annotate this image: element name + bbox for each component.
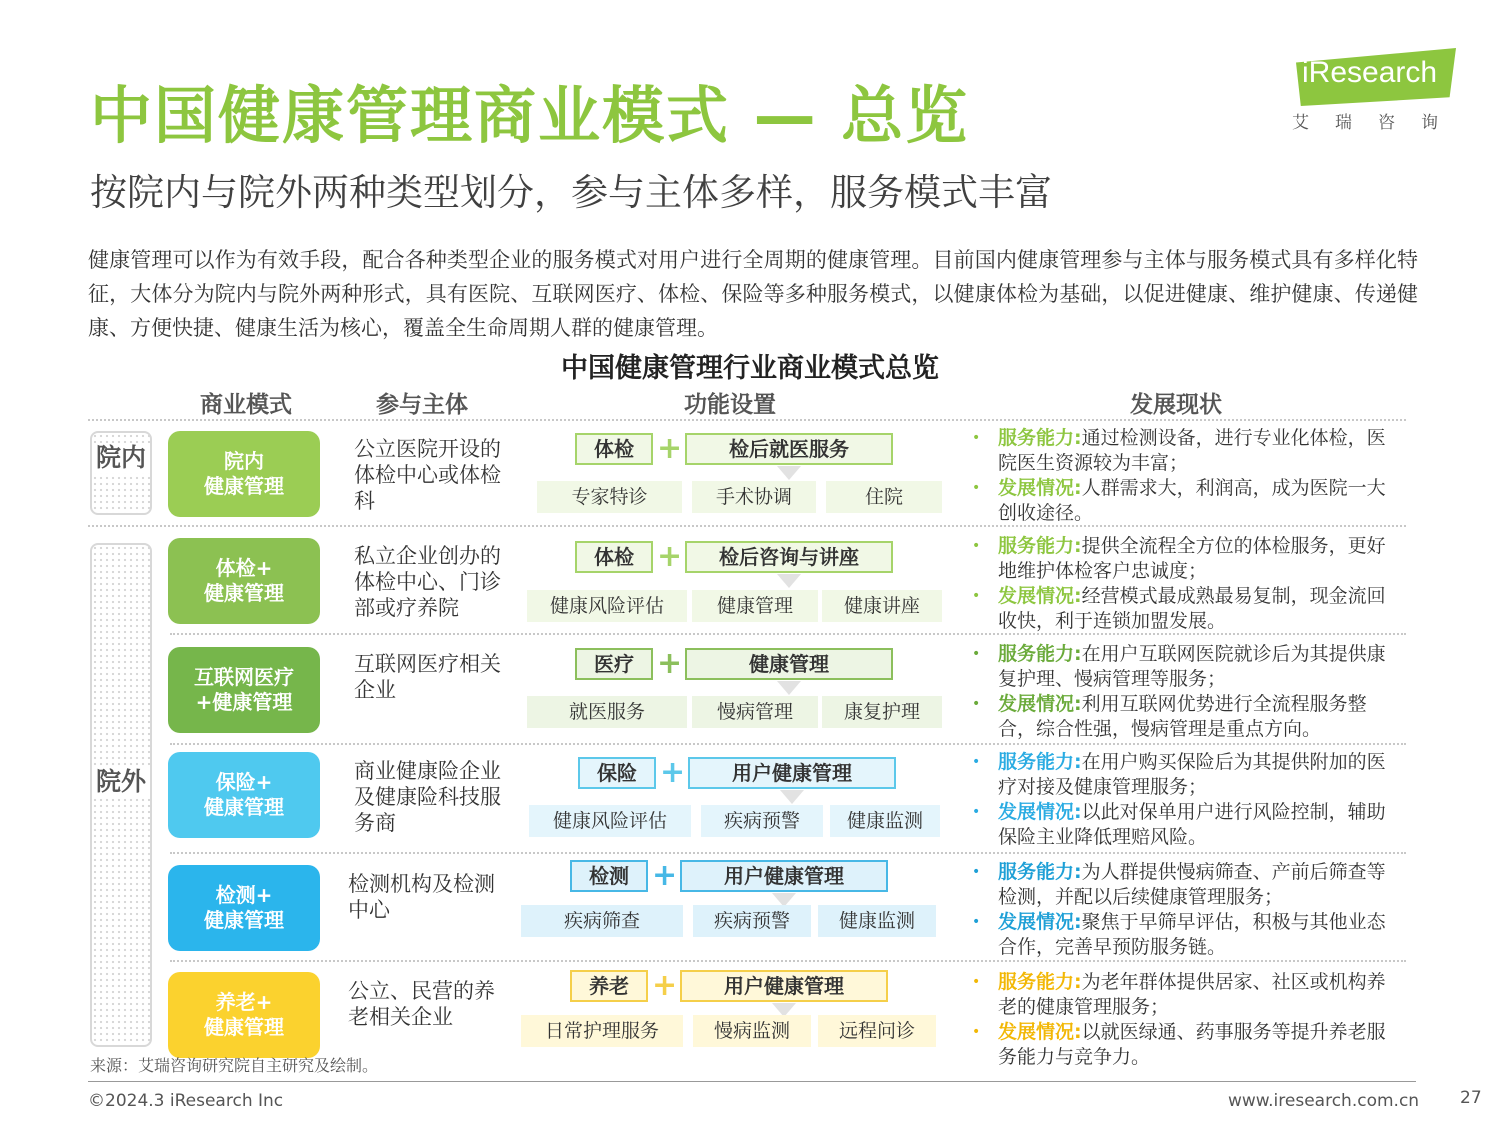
divider-row-5 <box>170 960 1406 962</box>
plus-icon: + <box>652 858 678 893</box>
divider-row-4 <box>170 852 1406 854</box>
column-header-participant: 参与主体 <box>376 392 468 418</box>
status-capability <box>970 970 1398 1020</box>
source-note: 来源：艾瑞咨询研究院自主研究及绘制。 <box>90 1056 379 1075</box>
function-core-box: 体检 <box>575 541 653 573</box>
participant-text: 公立、民营的养老相关企业 <box>348 979 495 1029</box>
bullet-icon: • <box>972 914 981 930</box>
service-box: 手术协调 <box>692 481 816 513</box>
service-box: 疾病预警 <box>701 805 823 837</box>
service-box: 健康监测 <box>830 805 940 837</box>
status-development-text: 人群需求大，利润高，成为医院一大创收途径。 <box>998 477 1386 524</box>
iresearch-logo <box>1288 48 1464 138</box>
logo-subtext: 艾瑞咨询 <box>1292 113 1464 133</box>
status-development-key: 发展情况: <box>998 911 1082 933</box>
status-capability-text: 提供全流程全方位的体检服务，更好地维护体检客户忠诚度； <box>998 535 1386 582</box>
page-number: 27 <box>1460 1088 1482 1108</box>
bullet-icon: • <box>972 754 981 770</box>
status-development <box>970 476 1398 526</box>
status-capability <box>970 642 1398 692</box>
function-post-box: 用户健康管理 <box>680 970 888 1002</box>
status-development-text: 以就医绿通、药事服务等提升养老服务能力与竞争力。 <box>998 1021 1386 1068</box>
bullet-icon: • <box>972 480 981 496</box>
status-capability-key: 服务能力: <box>998 861 1082 883</box>
column-header-status: 发展现状 <box>1130 392 1222 418</box>
status-development <box>970 1020 1398 1070</box>
column-header-mode: 商业模式 <box>200 392 292 418</box>
page-title: 中国健康管理商业模式 — 总览 <box>90 79 970 152</box>
service-box: 康复护理 <box>822 696 942 728</box>
function-post-box: 检后就医服务 <box>685 433 893 465</box>
status-block <box>970 970 1398 1070</box>
status-capability <box>970 750 1398 800</box>
bullet-icon: • <box>972 696 981 712</box>
mode-label-line: 检测+ <box>215 883 273 907</box>
status-capability-text: 在用户互联网医院就诊后为其提供康复护理、慢病管理等服务； <box>998 643 1386 690</box>
logo-text: iResearch <box>1302 56 1438 89</box>
participant-text: 互联网医疗相关企业 <box>354 652 501 702</box>
mode-box <box>168 538 320 624</box>
participant-text: 公立医院开设的体检中心或体检科 <box>354 437 501 513</box>
service-box: 疾病筛查 <box>521 905 683 937</box>
bullet-icon: • <box>972 1024 981 1040</box>
service-box: 疾病预警 <box>693 905 811 937</box>
status-capability-text: 为老年群体提供居家、社区或机构养老的健康管理服务； <box>998 971 1386 1018</box>
status-development-text: 聚焦于早筛早评估，积极与其他业态合作，完善早预防服务链。 <box>998 911 1386 958</box>
status-development-key: 发展情况: <box>998 477 1082 499</box>
mode-label-line: 保险+ <box>215 770 273 794</box>
copyright: ©2024.3 iResearch Inc <box>88 1091 284 1111</box>
participant-text: 私立企业创办的体检中心、门诊部或疗养院 <box>354 544 501 620</box>
status-development-text: 利用互联网优势进行全流程服务整合，综合性强，慢病管理是重点方向。 <box>998 693 1367 740</box>
website-link[interactable]: www.iresearch.com.cn <box>1228 1091 1420 1111</box>
participant-text: 检测机构及检测中心 <box>348 872 495 922</box>
service-box: 住院 <box>826 481 942 513</box>
service-box: 健康风险评估 <box>529 805 691 837</box>
status-development-key: 发展情况: <box>998 693 1082 715</box>
group-inner-label: 院内 <box>92 443 150 473</box>
divider-row-3 <box>170 743 1406 745</box>
plus-icon: + <box>657 431 683 466</box>
mode-box <box>168 972 320 1058</box>
mode-label-line: 健康管理 <box>204 474 284 498</box>
status-development-key: 发展情况: <box>998 801 1082 823</box>
mode-box <box>168 431 320 517</box>
mode-box <box>168 647 320 733</box>
chart-title: 中国健康管理行业商业模式总览 <box>561 353 939 384</box>
plus-icon: + <box>652 968 678 1003</box>
bullet-icon: • <box>972 804 981 820</box>
intro-paragraph: 健康管理可以作为有效手段，配合各种类型企业的服务模式对用户进行全周期的健康管理。目前国内健康管理参与主体与服务模式具有多样化特征，大体分为院内与院外两种形式，具有医院、互联网医疗、体检、保险等多种服务模式，以健康体检为基础，以促进健康、维护健康、传递健康、方便快捷、健康生活为核心，覆盖全生命周期人群的健康管理。 <box>88 248 1418 340</box>
status-development <box>970 910 1398 960</box>
service-box: 慢病监测 <box>693 1015 811 1047</box>
status-capability-text: 为人群提供慢病筛查、产前后筛查等检测，并配以后续健康管理服务； <box>998 861 1386 908</box>
status-development <box>970 692 1398 742</box>
service-box: 健康监测 <box>818 905 936 937</box>
status-block <box>970 860 1398 960</box>
mode-label-line: +健康管理 <box>195 690 293 714</box>
group-inner-bracket <box>90 431 152 515</box>
status-development-key: 发展情况: <box>998 585 1082 607</box>
mode-label-line: 养老+ <box>215 990 273 1014</box>
footer-divider <box>88 1081 1416 1082</box>
service-box: 专家特诊 <box>537 481 682 513</box>
plus-icon: + <box>657 646 683 681</box>
status-capability-text: 通过检测设备，进行专业化体检，医院医生资源较为丰富； <box>998 427 1386 474</box>
function-post-box: 检后咨询与讲座 <box>685 541 893 573</box>
mode-box <box>168 752 320 838</box>
status-development-text: 以此对保单用户进行风险控制，辅助保险主业降低理赔风险。 <box>998 801 1386 848</box>
status-capability-key: 服务能力: <box>998 535 1082 557</box>
service-box: 健康管理 <box>692 590 818 622</box>
service-box: 日常护理服务 <box>521 1015 683 1047</box>
column-header-function: 功能设置 <box>684 392 776 418</box>
status-development <box>970 800 1398 850</box>
status-capability <box>970 426 1398 476</box>
status-development-text: 经营模式最成熟最易复制，现金流回收快，利于连锁加盟发展。 <box>998 585 1386 632</box>
function-core-box: 养老 <box>570 970 648 1002</box>
service-box: 慢病管理 <box>692 696 818 728</box>
service-box: 远程问诊 <box>818 1015 936 1047</box>
bullet-icon: • <box>972 538 981 554</box>
service-box: 健康风险评估 <box>527 590 687 622</box>
mode-box <box>168 865 320 951</box>
status-capability <box>970 860 1398 910</box>
function-post-box: 用户健康管理 <box>688 757 896 789</box>
status-block <box>970 750 1398 850</box>
divider-header <box>88 419 1406 421</box>
status-development <box>970 584 1398 634</box>
bullet-icon: • <box>972 974 981 990</box>
bullet-icon: • <box>972 588 981 604</box>
mode-label-line: 院内 <box>224 449 264 473</box>
function-core-box: 检测 <box>570 860 648 892</box>
mode-label-line: 健康管理 <box>204 795 284 819</box>
down-arrow-icon <box>780 790 804 804</box>
status-block <box>970 534 1398 634</box>
group-outer-label: 院外 <box>92 767 150 797</box>
status-capability-key: 服务能力: <box>998 427 1082 449</box>
down-arrow-icon <box>777 681 801 695</box>
participant-text: 商业健康险企业及健康险科技服务商 <box>354 759 501 835</box>
service-box: 就医服务 <box>527 696 687 728</box>
plus-icon: + <box>657 539 683 574</box>
status-capability-key: 服务能力: <box>998 751 1082 773</box>
mode-label-line: 互联网医疗 <box>194 665 294 689</box>
mode-label-line: 健康管理 <box>204 1015 284 1039</box>
function-post-box: 用户健康管理 <box>680 860 888 892</box>
mode-label-line: 健康管理 <box>204 581 284 605</box>
group-outer-bracket <box>90 543 152 1047</box>
status-capability-key: 服务能力: <box>998 643 1082 665</box>
function-post-box: 健康管理 <box>685 648 893 680</box>
service-box: 健康讲座 <box>822 590 942 622</box>
status-capability-key: 服务能力: <box>998 971 1082 993</box>
bullet-icon: • <box>972 864 981 880</box>
down-arrow-icon <box>777 574 801 588</box>
status-development-key: 发展情况: <box>998 1021 1082 1043</box>
mode-label-line: 健康管理 <box>204 908 284 932</box>
page-subtitle: 按院内与院外两种类型划分，参与主体多样，服务模式丰富 <box>90 171 1052 214</box>
status-capability-text: 在用户购买保险后为其提供附加的医疗对接及健康管理服务； <box>998 751 1386 798</box>
down-arrow-icon <box>777 466 801 480</box>
status-capability <box>970 534 1398 584</box>
plus-icon: + <box>660 755 686 790</box>
function-core-box: 体检 <box>575 433 653 465</box>
bullet-icon: • <box>972 646 981 662</box>
mode-label-line: 体检+ <box>215 556 273 580</box>
status-block <box>970 642 1398 742</box>
function-core-box: 医疗 <box>575 648 653 680</box>
function-core-box: 保险 <box>578 757 656 789</box>
status-block <box>970 426 1398 526</box>
bullet-icon: • <box>972 430 981 446</box>
